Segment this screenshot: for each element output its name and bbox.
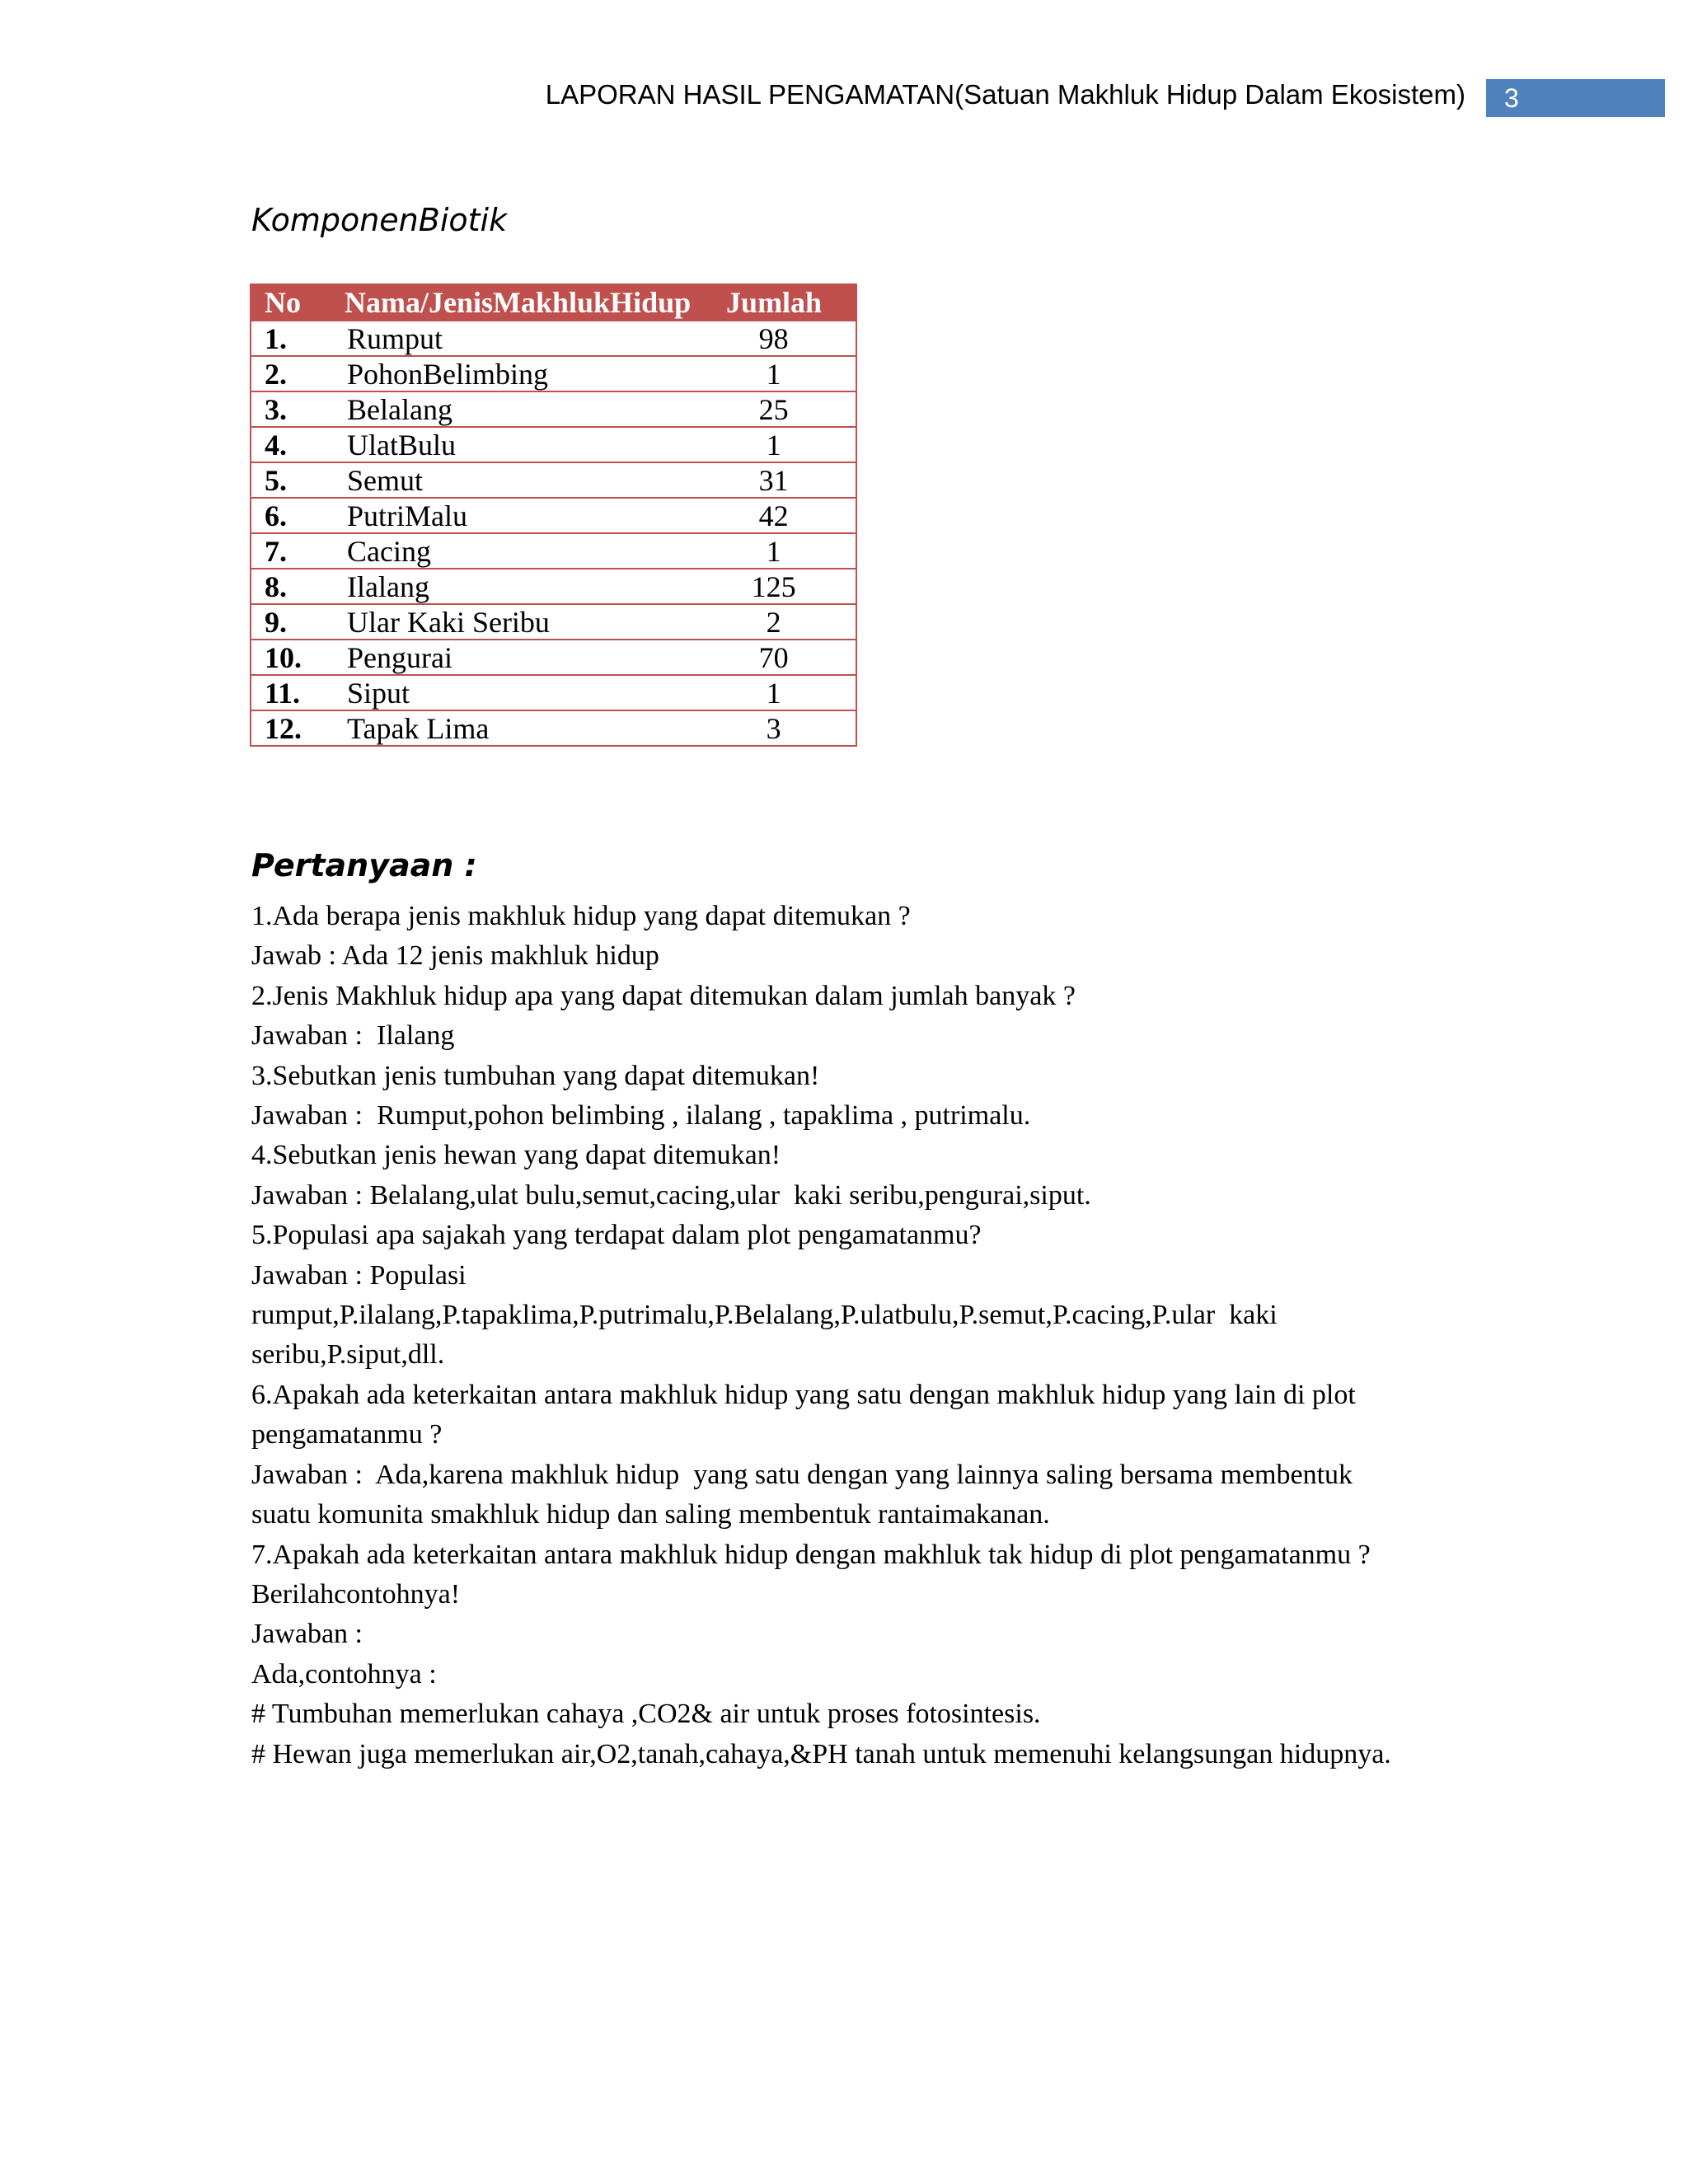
table-row	[251, 675, 856, 710]
organism-count: 98	[692, 321, 856, 356]
answer-line: Jawaban : Ilalang	[251, 1020, 455, 1052]
biotic-components-table	[250, 284, 857, 747]
row-number: 4.	[251, 427, 331, 462]
organism-name: Pengurai	[331, 640, 692, 675]
organism-name: Cacing	[331, 533, 692, 569]
question-line: Berilahcontohnya!	[251, 1578, 461, 1610]
organism-count: 3	[692, 710, 856, 746]
answer-line: Jawab : Ada 12 jenis makhluk hidup	[251, 940, 659, 972]
table-row	[251, 604, 856, 640]
answer-line: seribu,P.siput,dll.	[251, 1339, 445, 1371]
question-line: 2.Jenis Makhluk hidup apa yang dapat ditemukan dalam jumlah banyak ?	[251, 980, 1076, 1011]
column-header-count: Jumlah	[692, 284, 856, 321]
organism-count: 25	[692, 391, 856, 427]
organism-count: 1	[692, 675, 856, 710]
answer-line: Ada,contohnya :	[251, 1658, 437, 1690]
column-header-name: Nama/JenisMakhlukHidup	[331, 284, 692, 321]
table-row	[251, 391, 856, 427]
page-number-badge: 3	[1486, 79, 1665, 117]
answer-line: Jawaban : Populasi	[251, 1259, 467, 1291]
row-number: 1.	[251, 321, 331, 356]
question-line: 1.Ada berapa jenis makhluk hidup yang dapat ditemukan ?	[251, 901, 911, 931]
organism-name: UlatBulu	[331, 427, 692, 462]
table-row	[251, 640, 856, 675]
organism-count: 1	[692, 533, 856, 569]
row-number: 12.	[251, 710, 331, 746]
row-number: 6.	[251, 498, 331, 533]
organism-count: 2	[692, 604, 856, 640]
question-line: pengamatanmu ?	[251, 1419, 443, 1451]
row-number: 9.	[251, 604, 331, 640]
organism-count: 125	[692, 569, 856, 604]
questions-answers	[251, 897, 1537, 1774]
organism-name: Siput	[331, 675, 692, 710]
page-header-title: LAPORAN HASIL PENGAMATAN(Satuan Makhluk Hidup Dalam Ekosistem)	[545, 79, 1465, 110]
table-row	[251, 533, 856, 569]
row-number: 3.	[251, 391, 331, 427]
table-header-row	[251, 284, 856, 321]
row-number: 8.	[251, 569, 331, 604]
organism-count: 70	[692, 640, 856, 675]
table-row	[251, 462, 856, 498]
row-number: 2.	[251, 356, 331, 391]
organism-name: Tapak Lima	[331, 710, 692, 746]
organism-name: Rumput	[331, 321, 692, 356]
row-number: 5.	[251, 462, 331, 498]
question-line: 4.Sebutkan jenis hewan yang dapat ditemukan!	[251, 1140, 781, 1171]
organism-count: 31	[692, 462, 856, 498]
answer-line: suatu komunita smakhluk hidup dan saling membentuk rantaimakanan.	[251, 1499, 1050, 1530]
organism-name: Semut	[331, 462, 692, 498]
table-row	[251, 427, 856, 462]
table-row	[251, 498, 856, 533]
organism-count: 1	[692, 427, 856, 462]
row-number: 7.	[251, 533, 331, 569]
table-row	[251, 569, 856, 604]
organism-name: PohonBelimbing	[331, 356, 692, 391]
organism-count: 1	[692, 356, 856, 391]
answer-line: Jawaban :	[251, 1619, 363, 1650]
question-line: 6.Apakah ada keterkaitan antara makhluk hidup yang satu dengan makhluk hidup yang lain di plot	[251, 1379, 1356, 1410]
answer-line: rumput,P.ilalang,P.tapaklima,P.putrimalu,P.Belalang,P.ulatbulu,P.semut,P.cacing,P.ular kaki	[251, 1300, 1278, 1331]
organism-name: Ular Kaki Seribu	[331, 604, 692, 640]
table-row	[251, 321, 856, 356]
section-title: KomponenBiotik	[251, 202, 508, 238]
answer-line: # Tumbuhan memerlukan cahaya ,CO2& air untuk proses fotosintesis.	[251, 1699, 1041, 1730]
answer-line: # Hewan juga memerlukan air,O2,tanah,cahaya,&PH tanah untuk memenuhi kelangsungan hidupnya.	[251, 1738, 1391, 1769]
question-line: 3.Sebutkan jenis tumbuhan yang dapat ditemukan!	[251, 1060, 820, 1091]
table-row	[251, 710, 856, 746]
organism-name: PutriMalu	[331, 498, 692, 533]
organism-name: Belalang	[331, 391, 692, 427]
questions-heading: Pertanyaan :	[251, 847, 477, 883]
row-number: 11.	[251, 675, 331, 710]
column-header-no: No	[251, 284, 331, 321]
question-line: 7.Apakah ada keterkaitan antara makhluk hidup dengan makhluk tak hidup di plot pengamatanmu ?	[251, 1539, 1371, 1570]
answer-line: Jawaban : Ada,karena makhluk hidup yang satu dengan yang lainnya saling bersama membentuk	[251, 1459, 1353, 1490]
organism-count: 42	[692, 498, 856, 533]
question-line: 5.Populasi apa sajakah yang terdapat dalam plot pengamatanmu?	[251, 1220, 982, 1251]
table-row	[251, 356, 856, 391]
organism-name: Ilalang	[331, 569, 692, 604]
answer-line: Jawaban : Belalang,ulat bulu,semut,cacing,ular kaki seribu,pengurai,siput.	[251, 1179, 1091, 1211]
row-number: 10.	[251, 640, 331, 675]
answer-line: Jawaban : Rumput,pohon belimbing , ilalang , tapaklima , putrimalu.	[251, 1100, 1031, 1132]
